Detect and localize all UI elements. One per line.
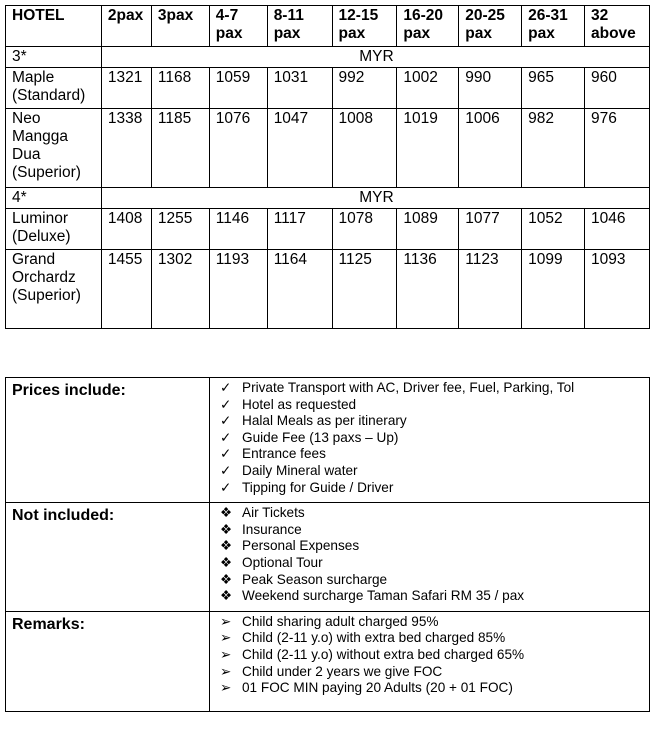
list-item [216,555,645,572]
list-item [216,397,645,414]
item-text: Personal Expenses [242,538,360,554]
item-text: Insurance [242,521,302,537]
price-cell: 1052 [522,209,585,250]
hotel-name: Luminor (Deluxe) [6,209,102,250]
remarks-row [6,611,650,711]
prices-include-row [6,378,650,503]
price-cell: 1031 [267,68,332,109]
item-text: Air Tickets [242,505,305,521]
table-row [6,250,650,329]
currency-label: MYR [101,188,649,209]
price-cell: 1168 [151,68,209,109]
price-cell: 1002 [397,68,459,109]
prices-include-list [216,380,645,496]
price-cell: 1078 [332,209,397,250]
price-cell: 990 [459,68,522,109]
list-item [216,522,645,539]
price-cell: 1117 [267,209,332,250]
diamond-bullet-icon: ❖ [220,554,233,570]
check-icon: ✓ [220,462,232,478]
list-item [216,430,645,447]
item-text: 01 FOC MIN paying 20 Adults (20 + 01 FOC) [242,680,513,696]
price-cell: 1193 [209,250,267,329]
price-cell: 1047 [267,109,332,188]
item-text: Weekend surcharge Taman Safari RM 35 / pax [242,588,525,604]
price-cell: 1302 [151,250,209,329]
header-2pax: 2pax [101,6,151,47]
diamond-bullet-icon: ❖ [220,571,233,587]
list-item [216,664,645,681]
diamond-bullet-icon: ❖ [220,538,233,554]
price-cell: 1125 [332,250,397,329]
check-icon: ✓ [220,446,232,462]
price-cell: 1099 [522,250,585,329]
check-icon: ✓ [220,380,232,395]
list-item [216,680,645,697]
header-12-15pax: 12-15 pax [332,6,397,47]
header-row [6,6,650,47]
not-included-label: Not included: [6,503,210,612]
item-text: Child (2-11 y.o) with extra bed charged 85% [242,630,506,646]
header-26-31pax: 26-31 pax [522,6,585,47]
item-text: Guide Fee (13 paxs – Up) [242,429,399,445]
price-cell: 1408 [101,209,151,250]
not-included-list [216,505,645,605]
table-row [6,109,650,188]
list-item [216,446,645,463]
check-icon: ✓ [220,429,232,445]
price-cell: 1059 [209,68,267,109]
price-cell: 1338 [101,109,151,188]
list-item [216,505,645,522]
item-text: Daily Mineral water [242,462,358,478]
not-included-row [6,503,650,612]
item-text: Child (2-11 y.o) without extra bed charged 65% [242,646,525,662]
diamond-bullet-icon: ❖ [220,521,233,537]
hotel-name: Grand Orchardz (Superior) [6,250,102,329]
item-text: Hotel as requested [242,396,357,412]
category-row-3star [6,47,650,68]
price-cell: 992 [332,68,397,109]
price-cell: 982 [522,109,585,188]
price-cell: 1164 [267,250,332,329]
item-text: Entrance fees [242,446,326,462]
list-item [216,630,645,647]
header-3pax: 3pax [151,6,209,47]
item-text: Optional Tour [242,554,323,570]
prices-include-label: Prices include: [6,378,210,503]
arrowhead-bullet-icon: ➢ [220,680,232,696]
check-icon: ✓ [220,396,232,412]
diamond-bullet-icon: ❖ [220,588,233,604]
list-item [216,538,645,555]
arrowhead-bullet-icon: ➢ [220,630,232,646]
price-cell: 1185 [151,109,209,188]
header-32above: 32 above [585,6,650,47]
price-cell: 1046 [585,209,650,250]
item-text: Peak Season surcharge [242,571,388,587]
list-item [216,588,645,605]
header-16-20pax: 16-20 pax [397,6,459,47]
diamond-bullet-icon: ❖ [220,505,233,521]
category-row-4star [6,188,650,209]
price-cell: 1008 [332,109,397,188]
check-icon: ✓ [220,413,232,429]
list-item [216,463,645,480]
hotel-name: Maple (Standard) [6,68,102,109]
header-hotel: HOTEL [6,6,102,47]
table-row [6,209,650,250]
list-item [216,572,645,589]
price-cell: 1006 [459,109,522,188]
price-cell: 1146 [209,209,267,250]
list-item [216,647,645,664]
header-4-7pax: 4-7 pax [209,6,267,47]
price-cell: 1123 [459,250,522,329]
check-icon: ✓ [220,479,232,495]
remarks-label: Remarks: [6,611,210,711]
list-item [216,480,645,497]
list-item [216,614,645,631]
price-cell: 976 [585,109,650,188]
price-cell: 1255 [151,209,209,250]
arrowhead-bullet-icon: ➢ [220,646,232,662]
price-cell: 1093 [585,250,650,329]
package-info-table [5,377,650,712]
price-cell: 960 [585,68,650,109]
category-stars: 4* [6,188,102,209]
list-item [216,413,645,430]
price-cell: 1455 [101,250,151,329]
category-stars: 3* [6,47,102,68]
currency-label: MYR [101,47,649,68]
remarks-list [216,614,645,697]
price-cell: 1019 [397,109,459,188]
hotel-price-table [5,5,650,329]
price-cell: 1076 [209,109,267,188]
price-cell: 1089 [397,209,459,250]
item-text: Private Transport with AC, Driver fee, Fuel, Parking, Tol [242,380,575,395]
item-text: Halal Meals as per itinerary [242,413,407,429]
price-cell: 1077 [459,209,522,250]
price-cell: 1136 [397,250,459,329]
list-item [216,380,645,397]
item-text: Tipping for Guide / Driver [242,479,394,495]
header-20-25pax: 20-25 pax [459,6,522,47]
item-text: Child under 2 years we give FOC [242,663,443,679]
header-8-11pax: 8-11 pax [267,6,332,47]
table-row [6,68,650,109]
arrowhead-bullet-icon: ➢ [220,663,232,679]
item-text: Child sharing adult charged 95% [242,613,439,629]
price-cell: 965 [522,68,585,109]
hotel-name: Neo Mangga Dua (Superior) [6,109,102,188]
price-cell: 1321 [101,68,151,109]
arrowhead-bullet-icon: ➢ [220,613,232,629]
